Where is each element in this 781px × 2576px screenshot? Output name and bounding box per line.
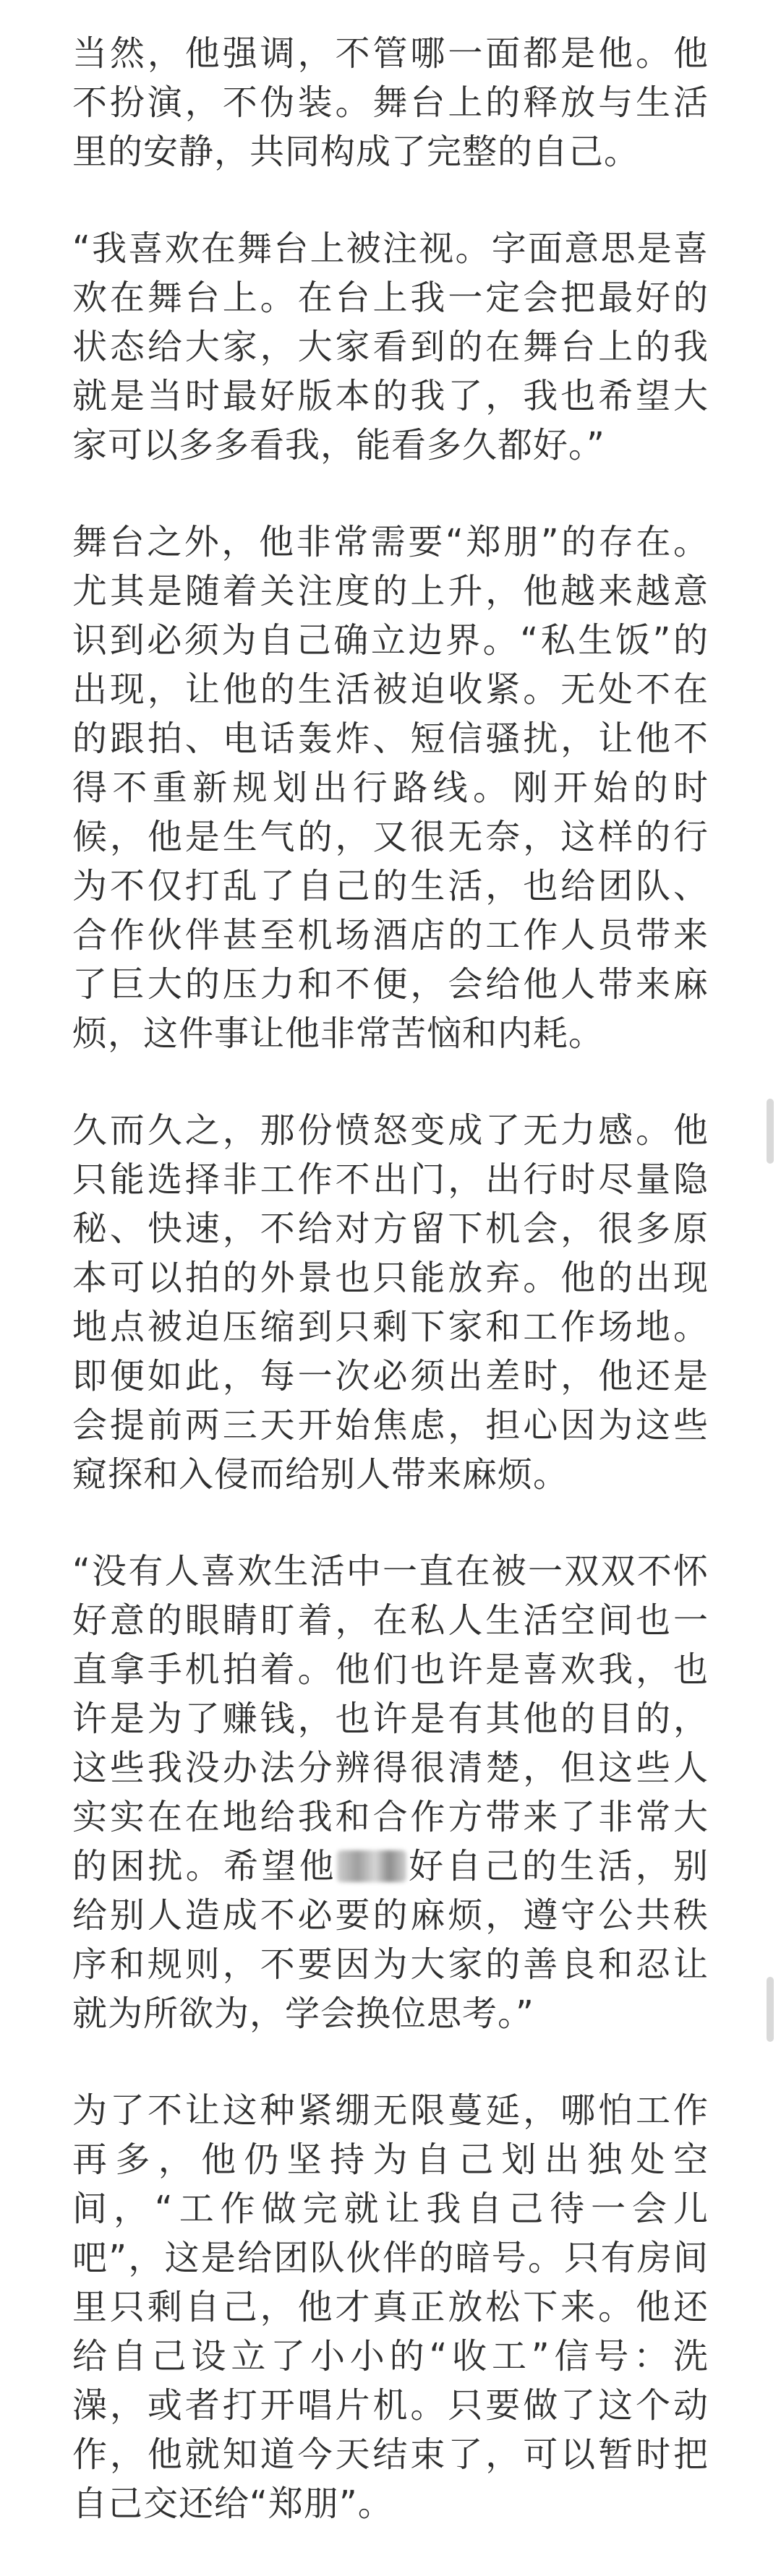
article-body bbox=[72, 29, 709, 2576]
blurred-redaction bbox=[337, 1850, 406, 1882]
paragraph-4: 久而久之，那份愤怒变成了无力感。他只能选择非工作不出门，出行时尽量隐秘、快速，不给对方留下机会，很多原本可以拍的外景也只能放弃。他的出现地点被迫压缩到只剩下家和工作场地。即便如此，每一次必须出差时，他还是会提前两三天开始焦虑，担心因为这些窥探和入侵而给别人带来麻烦。 bbox=[72, 1110, 709, 1495]
paragraph-6: 为了不让这种紧绷无限蔓延，哪怕工作再多，他仍坚持为自己划出独处空间，“工作做完就让我自己待一会儿吧”，这是给团队伙伴的暗号。只有房间里只剩自己，他才真正放松下来。他还给自己设立了小小的“收工”信号：洗澡，或者打开唱片机。只要做了这个动作，他就知道今天结束了，可以暂时把自己交还给“郑朋”。 bbox=[72, 2090, 709, 2524]
paragraph-5-text-after: 好自己的生活，别给别人造成不必要的麻烦，遵守公共秩序和规则，不要因为大家的善良和忍让就为所欲为，学会换位思考。” bbox=[72, 1846, 709, 2034]
paragraph-5-text-before: “没有人喜欢生活中一直在被一双双不怀好意的眼睛盯着，在私人生活空间也一直拿手机拍着。他们也许是喜欢我，也许是为了赚钱，也许是有其他的目的，这些我没办法分辨得很清楚，但这些人实实在在地给我和合作方带来了非常大的困扰。希望他 bbox=[72, 1551, 709, 1886]
paragraph-5-quote bbox=[72, 1547, 709, 2038]
paragraph-3: 舞台之外，他非常需要“郑朋”的存在。尤其是随着关注度的上升，他越来越意识到必须为自己确立边界。“私生饭”的出现，让他的生活被迫收紧。无处不在的跟拍、电话轰炸、短信骚扰，让他不得不重新规划出行路线。刚开始的时候，他是生气的，又很无奈，这样的行为不仅打乱了自己的生活，也给团队、合作伙伴甚至机场酒店的工作人员带来了巨大的压力和不便，会给他人带来麻烦，这件事让他非常苦恼和内耗。 bbox=[72, 522, 709, 1054]
paragraph-1: 当然，他强调，不管哪一面都是他。他不扮演，不伪装。舞台上的释放与生活里的安静，共同构成了完整的自己。 bbox=[72, 33, 709, 172]
scroll-indicator[interactable] bbox=[767, 1099, 774, 1164]
paragraph-2-quote: “我喜欢在舞台上被注视。字面意思是喜欢在舞台上。在台上我一定会把最好的状态给大家，大家看到的在舞台上的我就是当时最好版本的我了，我也希望大家可以多多看我，能看多久都好。” bbox=[72, 228, 709, 465]
scroll-indicator-2[interactable] bbox=[767, 1977, 774, 2042]
